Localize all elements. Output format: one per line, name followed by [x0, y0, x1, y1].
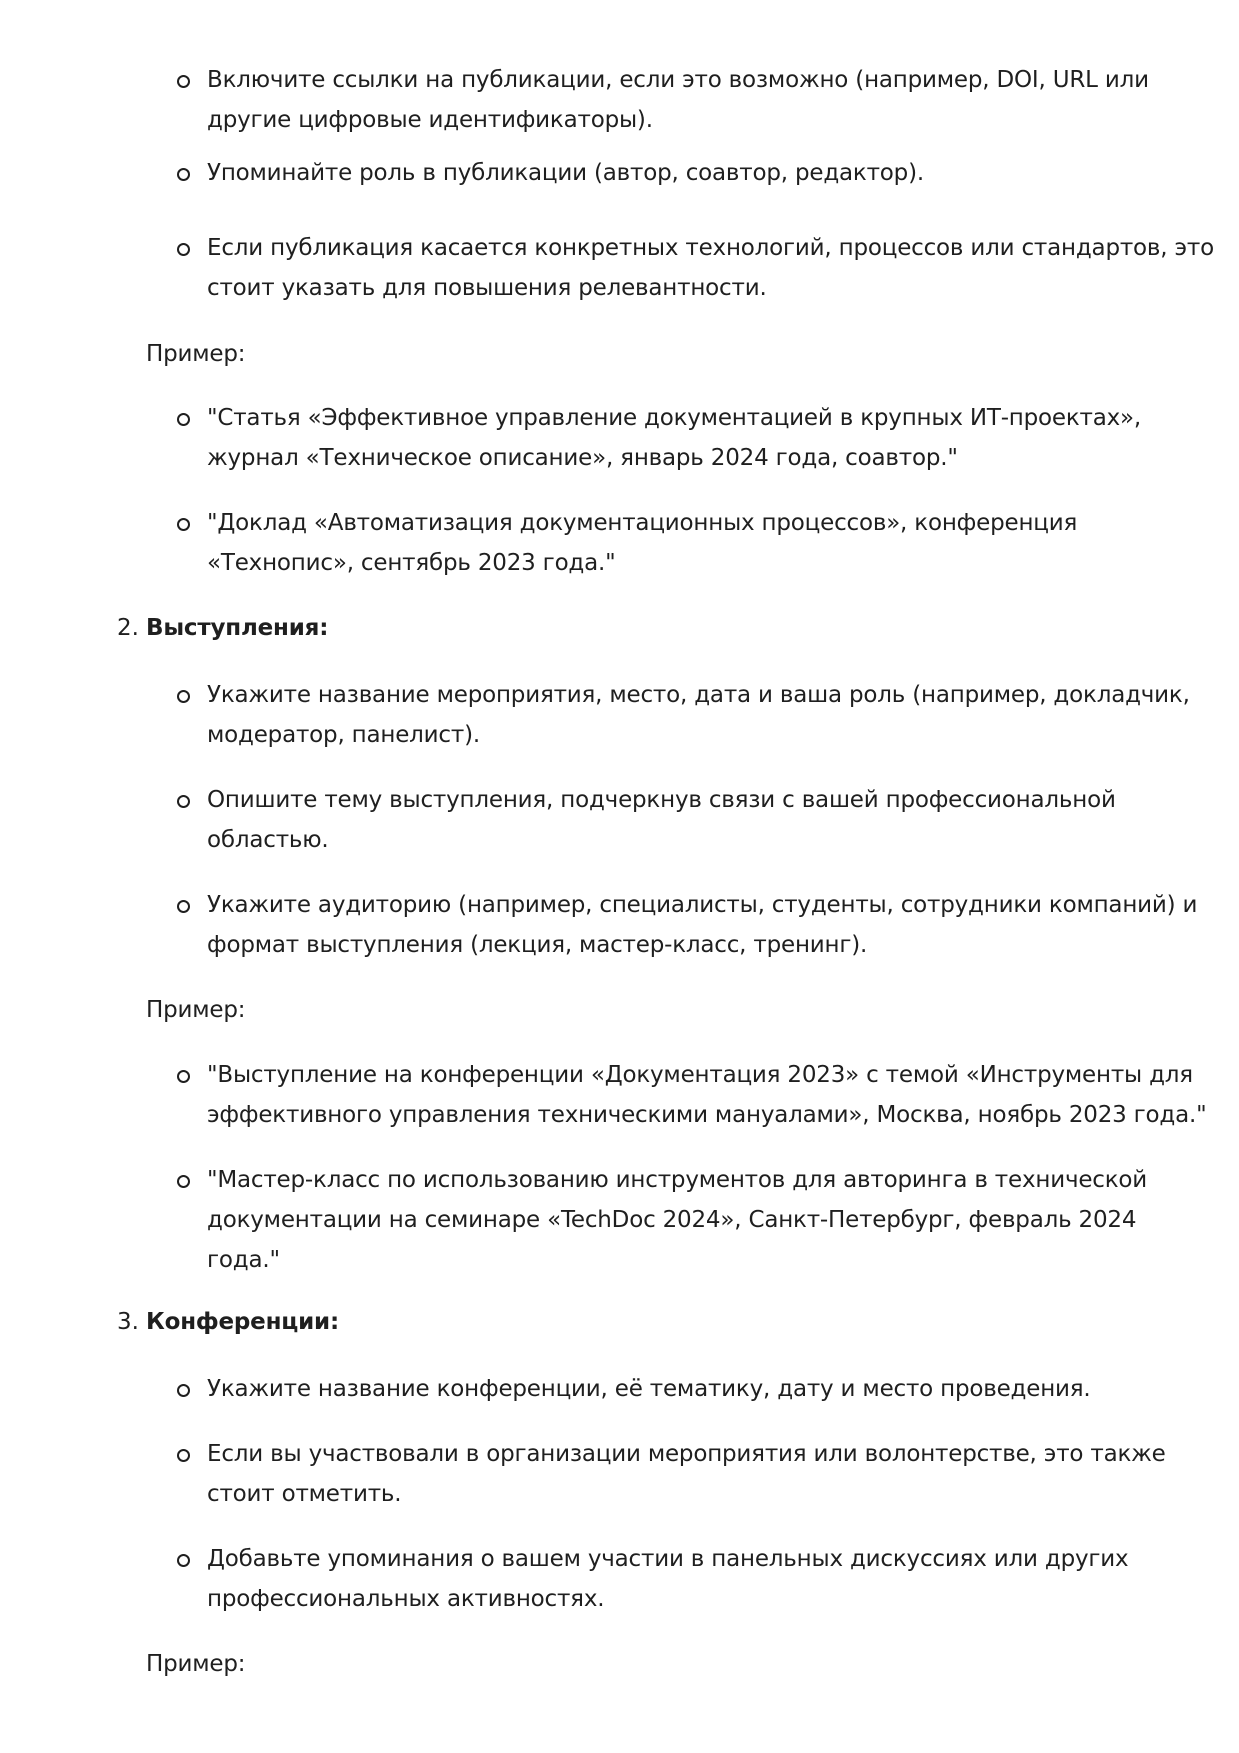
- example-line: эффективного управления техническими мануалами», Москва, ноябрь 2023 года.": [207, 1102, 1207, 1128]
- list-item: [207, 1369, 1207, 1409]
- example-line: документации на семинаре «TechDoc 2024», Санкт-Петербург, февраль 2024: [207, 1207, 1137, 1233]
- bullet-icon: [177, 413, 190, 426]
- list-item-line: Укажите название мероприятия, место, дата и ваша роль (например, докладчик,: [207, 682, 1190, 708]
- list-item: [207, 153, 1207, 193]
- list-item-line: Если вы участвовали в организации мероприятия или волонтерстве, это также: [207, 1441, 1166, 1467]
- example-label: Пример:: [146, 997, 246, 1023]
- list-item-line: модератор, панелист).: [207, 722, 480, 748]
- list-item-line: другие цифровые идентификаторы).: [207, 107, 653, 133]
- list-item-line: Если публикация касается конкретных технологий, процессов или стандартов, это: [207, 235, 1214, 261]
- list-item-line: Упоминайте роль в публикации (автор, соавтор, редактор).: [207, 160, 924, 186]
- list-item: [207, 780, 1207, 860]
- list-item-line: стоит указать для повышения релевантности.: [207, 275, 767, 301]
- list-item-line: Укажите название конференции, её тематику, дату и место проведения.: [207, 1376, 1091, 1402]
- list-item: [207, 675, 1207, 755]
- bullet-icon: [177, 1070, 190, 1083]
- bullet-icon: [177, 1449, 190, 1462]
- list-item: [207, 1539, 1207, 1619]
- list-item-line: областью.: [207, 827, 329, 853]
- bullet-icon: [177, 690, 190, 703]
- example-line: журнал «Техническое описание», январь 2024 года, соавтор.": [207, 445, 958, 471]
- example-line: "Статья «Эффективное управление документацией в крупных ИТ-проектах»,: [207, 405, 1142, 431]
- list-item: [207, 885, 1207, 965]
- example-line: "Выступление на конференции «Документация 2023» с темой «Инструменты для: [207, 1062, 1193, 1088]
- example-line: "Доклад «Автоматизация документационных процессов», конференция: [207, 510, 1078, 536]
- bullet-icon: [177, 1384, 190, 1397]
- bullet-icon: [177, 795, 190, 808]
- example-item: [207, 1055, 1207, 1135]
- list-item-line: стоит отметить.: [207, 1481, 402, 1507]
- list-item-line: профессиональных активностях.: [207, 1586, 605, 1612]
- section-number: 3.: [117, 1309, 139, 1335]
- list-item: [207, 228, 1214, 308]
- list-item-line: Опишите тему выступления, подчеркнув связи с вашей профессиональной: [207, 787, 1116, 813]
- bullet-icon: [177, 900, 190, 913]
- example-item: [207, 1160, 1207, 1280]
- list-item-line: Включите ссылки на публикации, если это возможно (например, DOI, URL или: [207, 67, 1149, 93]
- example-line: "Мастер-класс по использованию инструментов для авторинга в технической: [207, 1167, 1148, 1193]
- bullet-icon: [177, 243, 190, 256]
- example-line: года.": [207, 1247, 280, 1273]
- list-item-line: Укажите аудиторию (например, специалисты, студенты, сотрудники компаний) и: [207, 892, 1198, 918]
- section-heading: Выступления:: [146, 615, 329, 641]
- bullet-icon: [177, 1554, 190, 1567]
- bullet-icon: [177, 1175, 190, 1188]
- example-item: [207, 503, 1207, 583]
- section-number: 2.: [117, 615, 139, 641]
- section-heading: Конференции:: [146, 1309, 339, 1335]
- list-item-line: формат выступления (лекция, мастер-класс, тренинг).: [207, 932, 868, 958]
- example-label: Пример:: [146, 341, 246, 367]
- bullet-icon: [177, 518, 190, 531]
- list-item: [207, 60, 1207, 140]
- example-item: [207, 398, 1207, 478]
- list-item-line: Добавьте упоминания о вашем участии в панельных дискуссиях или других: [207, 1546, 1129, 1572]
- example-label: Пример:: [146, 1651, 246, 1677]
- bullet-icon: [177, 75, 190, 88]
- example-line: «Технопис», сентябрь 2023 года.": [207, 550, 616, 576]
- list-item: [207, 1434, 1207, 1514]
- bullet-icon: [177, 168, 190, 181]
